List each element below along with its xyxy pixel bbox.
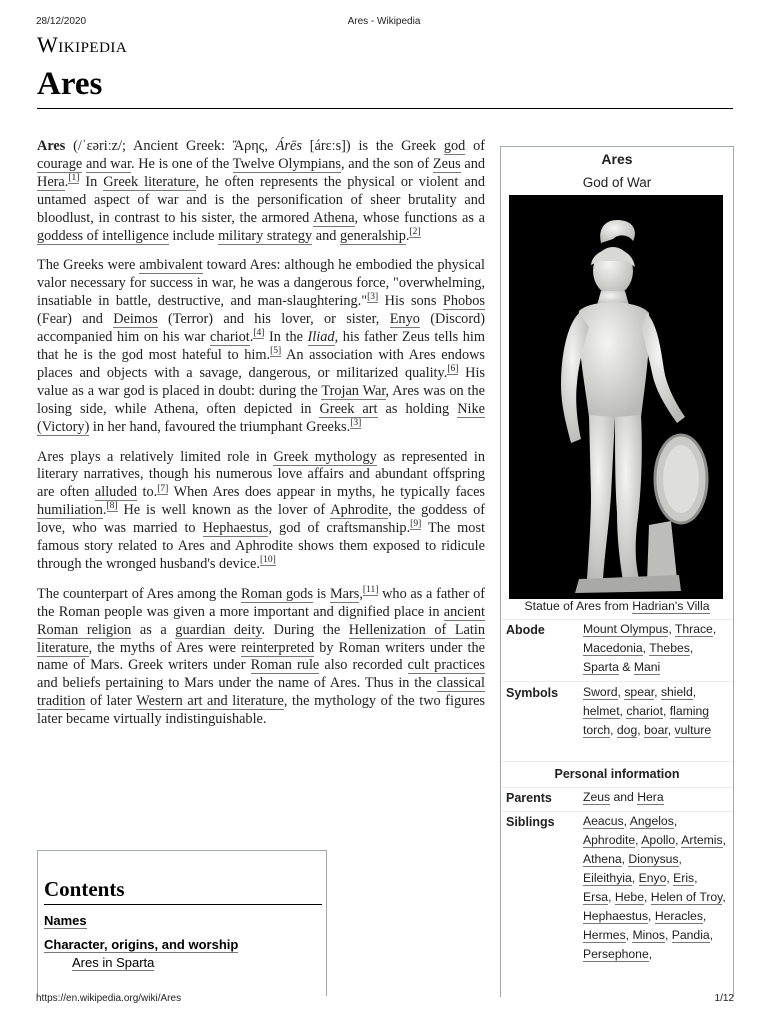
abode-label: Abode [506,623,545,637]
link[interactable]: spear [624,685,655,699]
link[interactable]: Enyo [389,311,420,328]
link[interactable]: cult practices [407,657,485,674]
title-divider [37,108,733,109]
siblings-value: Aeacus, Angelos, Aphrodite, Apollo, Artemis, Athena, Dionysus, Eileithyia, Enyo, Eris, Ersa, Hebe, Helen of Troy, Hephaestus, Heracles, Hermes, Minos, Pandia, Persephone, [583,814,726,961]
link[interactable]: Pandia [671,928,710,942]
link[interactable]: Eileithyia [583,871,632,885]
link[interactable]: flaming torch [583,704,710,737]
abode-value: Mount Olympus, Thrace, Macedonia, Thebes, Sparta & Mani [583,622,717,674]
link[interactable]: Iliad [307,329,335,346]
link[interactable]: generalship [339,227,406,244]
link[interactable]: and war [85,155,131,172]
link[interactable]: Hephaestus [583,909,649,923]
infobox-title: Ares [601,151,633,167]
statue-illustration [509,195,723,599]
link[interactable]: Eris [673,871,695,885]
link[interactable]: Western art and literature [136,693,284,710]
link[interactable]: Ersa [583,890,609,904]
link[interactable]: Greek mythology [273,448,377,465]
image-caption [501,599,733,613]
statue-image[interactable] [509,195,723,599]
toc-item-character[interactable]: Character, origins, and worship [44,937,239,952]
parents-label: Parents [506,791,552,805]
link[interactable]: Aphrodite [583,833,636,847]
link[interactable]: Mani [633,660,661,674]
link[interactable]: Angelos [629,814,674,828]
citation[interactable]: [8] [106,501,118,512]
link[interactable]: chariot [626,704,663,718]
row-divider [501,681,733,682]
link[interactable]: Greek literature [103,173,196,190]
print-date: 28/12/2020 [36,16,87,27]
link[interactable]: Greek art [319,400,378,417]
link[interactable]: Helen of Troy [650,890,723,904]
link[interactable]: Mars [329,585,360,602]
link[interactable]: Roman rule [250,657,320,674]
citation[interactable]: [3] [367,292,379,303]
link[interactable]: Hera [637,790,664,804]
link[interactable]: boar [644,723,668,737]
citation[interactable]: [9] [410,519,422,530]
citation[interactable]: [1] [68,173,80,184]
link[interactable]: Zeus [432,155,461,172]
link[interactable]: Apollo [641,833,676,847]
infobox-subtitle: God of War [582,175,652,190]
parents-value: Zeus and Hera [583,790,664,804]
link[interactable]: god [443,138,466,154]
wikipedia-wordmark[interactable]: Wikipedia [37,32,128,57]
link[interactable]: Hermes [583,928,626,942]
link[interactable]: Persephone [583,947,649,961]
print-page-number: 1/12 [714,993,734,1004]
citation[interactable]: [7] [157,483,169,494]
personal-info-header: Personal information [554,767,680,781]
toc-heading: Contents [44,877,125,901]
link[interactable]: Hera [37,173,65,190]
citation[interactable]: [4] [253,328,265,339]
link[interactable]: Twelve Olympians [232,155,341,172]
link[interactable]: Roman gods [241,585,314,602]
link[interactable]: ancient Roman religion [37,603,485,638]
citation[interactable]: [5] [270,346,282,357]
citation[interactable]: [2] [409,226,421,237]
link[interactable]: Hellenization of Latin literature [37,621,485,656]
print-url: https://en.wikipedia.org/wiki/Ares [36,993,182,1004]
link[interactable]: Deimos [113,311,158,328]
link[interactable]: Enyo [638,871,667,885]
link[interactable]: Macedonia [583,641,643,655]
link[interactable]: Aeacus [583,814,624,828]
citation[interactable]: [3] [350,417,362,428]
link[interactable]: dog [616,723,638,737]
link[interactable]: courage [37,155,83,172]
link[interactable]: alluded [94,484,137,501]
print-page-title: Ares - Wikipedia [347,16,421,27]
infobox [500,146,734,997]
link[interactable]: Hephaestus [202,520,269,537]
paragraph: Ares plays a relatively limited role in Greek mythology as represented in literary narratives, though his numerous love affairs and abundant offspring are often alluded to.[7] When Ares does appear in myths, he typically faces humiliation.[8] He is well known as the lover of Aphrodite, the goddess of love, who was married to Hephaestus, god of craftsmanship.[9] The most famous story related to Ares and Aphrodite shows them exposed to ridicule through the wronged husband's device.[10] [37,448,485,572]
symbols-value: Sword, spear, shield, helmet, chariot, flaming torch, dog, boar, vulture [583,685,712,737]
paragraph: The counterpart of Ares among the Roman gods is Mars,[11] who as a father of the Roman people was given a more important and dignified place in ancient Roman religion as a guardian deity. During the Hellenization of Latin literature, the myths of Ares were reinterpreted by Roman writers under the name of Mars. Greek writers under Roman rule also recorded cult practices and beliefs pertaining to Mars under the name of Ares. Thus in the classical tradition of later Western art and literature, the mythology of the two figures later became virtually indistinguishable. [37,585,486,728]
link[interactable]: helmet [583,704,620,718]
link[interactable]: reinterpreted [241,639,315,656]
page-title: Ares [37,66,103,102]
symbols-label: Symbols [506,686,559,700]
siblings-label: Siblings [506,815,555,829]
link[interactable]: Artemis [681,833,723,847]
link[interactable]: Athena [583,852,622,866]
link[interactable]: guardian deity [175,621,262,638]
citation[interactable]: [11] [362,585,379,596]
citation[interactable]: [6] [447,364,459,375]
link[interactable]: Sparta [583,660,619,674]
link[interactable]: classical tradition [37,675,485,710]
link[interactable]: ambivalent [139,257,203,274]
link[interactable]: Thrace [674,622,713,636]
paragraph: The Greeks were ambivalent toward Ares: although he embodied the physical valor necessary for success in war, he was a dangerous force, "overwhelming, insatiable in battle, destructive, and man-slaughtering."[3] His sons Phobos (Fear) and Deimos (Terror) and his lover, or sister, Enyo (Discord) accompanied him on his war chariot.[4] In the Iliad, his father Zeus tells him that he is the god most hateful to him.[5] An association with Ares endows places and objects with a savage, dangerous, or militarized quality.[6] His value as a war god is placed in doubt: during the Trojan War, Ares was on the losing side, while Athena, often depicted in Greek art as holding Nike (Victory) in her hand, favoured the triumphant Greeks.[3] [37,257,486,435]
link[interactable]: Aphrodite [330,502,389,519]
link[interactable]: military strategy [218,227,313,244]
link[interactable]: Minos [632,928,665,942]
link[interactable]: Mount Olympus [583,622,669,636]
link[interactable]: Sword [583,685,618,699]
toc-item-names[interactable]: Names [44,913,87,928]
link[interactable]: Nike (Victory) [37,400,485,435]
article-body [37,138,485,741]
caption-text: Statue of Ares from [524,599,633,613]
row-divider [501,761,733,762]
link[interactable]: shield [660,685,693,699]
link[interactable]: Trojan War [321,382,386,399]
link[interactable]: humiliation [37,502,103,519]
toc-subitem-sparta[interactable]: Ares in Sparta [72,955,155,970]
citation[interactable]: [10] [259,555,276,566]
link[interactable]: Athena [313,209,355,226]
link[interactable]: Phobos [442,293,485,310]
link[interactable]: Heracles [654,909,703,923]
caption-link[interactable]: Hadrian's Villa [632,599,710,613]
link[interactable]: Hebe [614,890,644,904]
link[interactable]: chariot [210,329,250,346]
link[interactable]: Zeus [583,790,611,804]
link[interactable]: Dionysus [628,852,679,866]
link[interactable]: goddess of intelligence [37,227,169,244]
table-of-contents [37,850,327,996]
paragraph: Ares (/ˈɛəriːz/; Ancient Greek: Ἄρης, Árēs [árɛːs]) is the Greek god of courage and war. He is one of the Twelve Olympians, and the son of Zeus and Hera.[1] In Greek literature, he often represents the physical or violent and untamed aspect of war and is the personification of sheer brutality and bloodlust, in contrast to his sister, the armored Athena, whose functions as a goddess of intelligence include military strategy and generalship.[2] [37,138,486,244]
link[interactable]: vulture [674,723,712,737]
link[interactable]: Thebes [649,641,690,655]
toc-divider [44,904,322,905]
